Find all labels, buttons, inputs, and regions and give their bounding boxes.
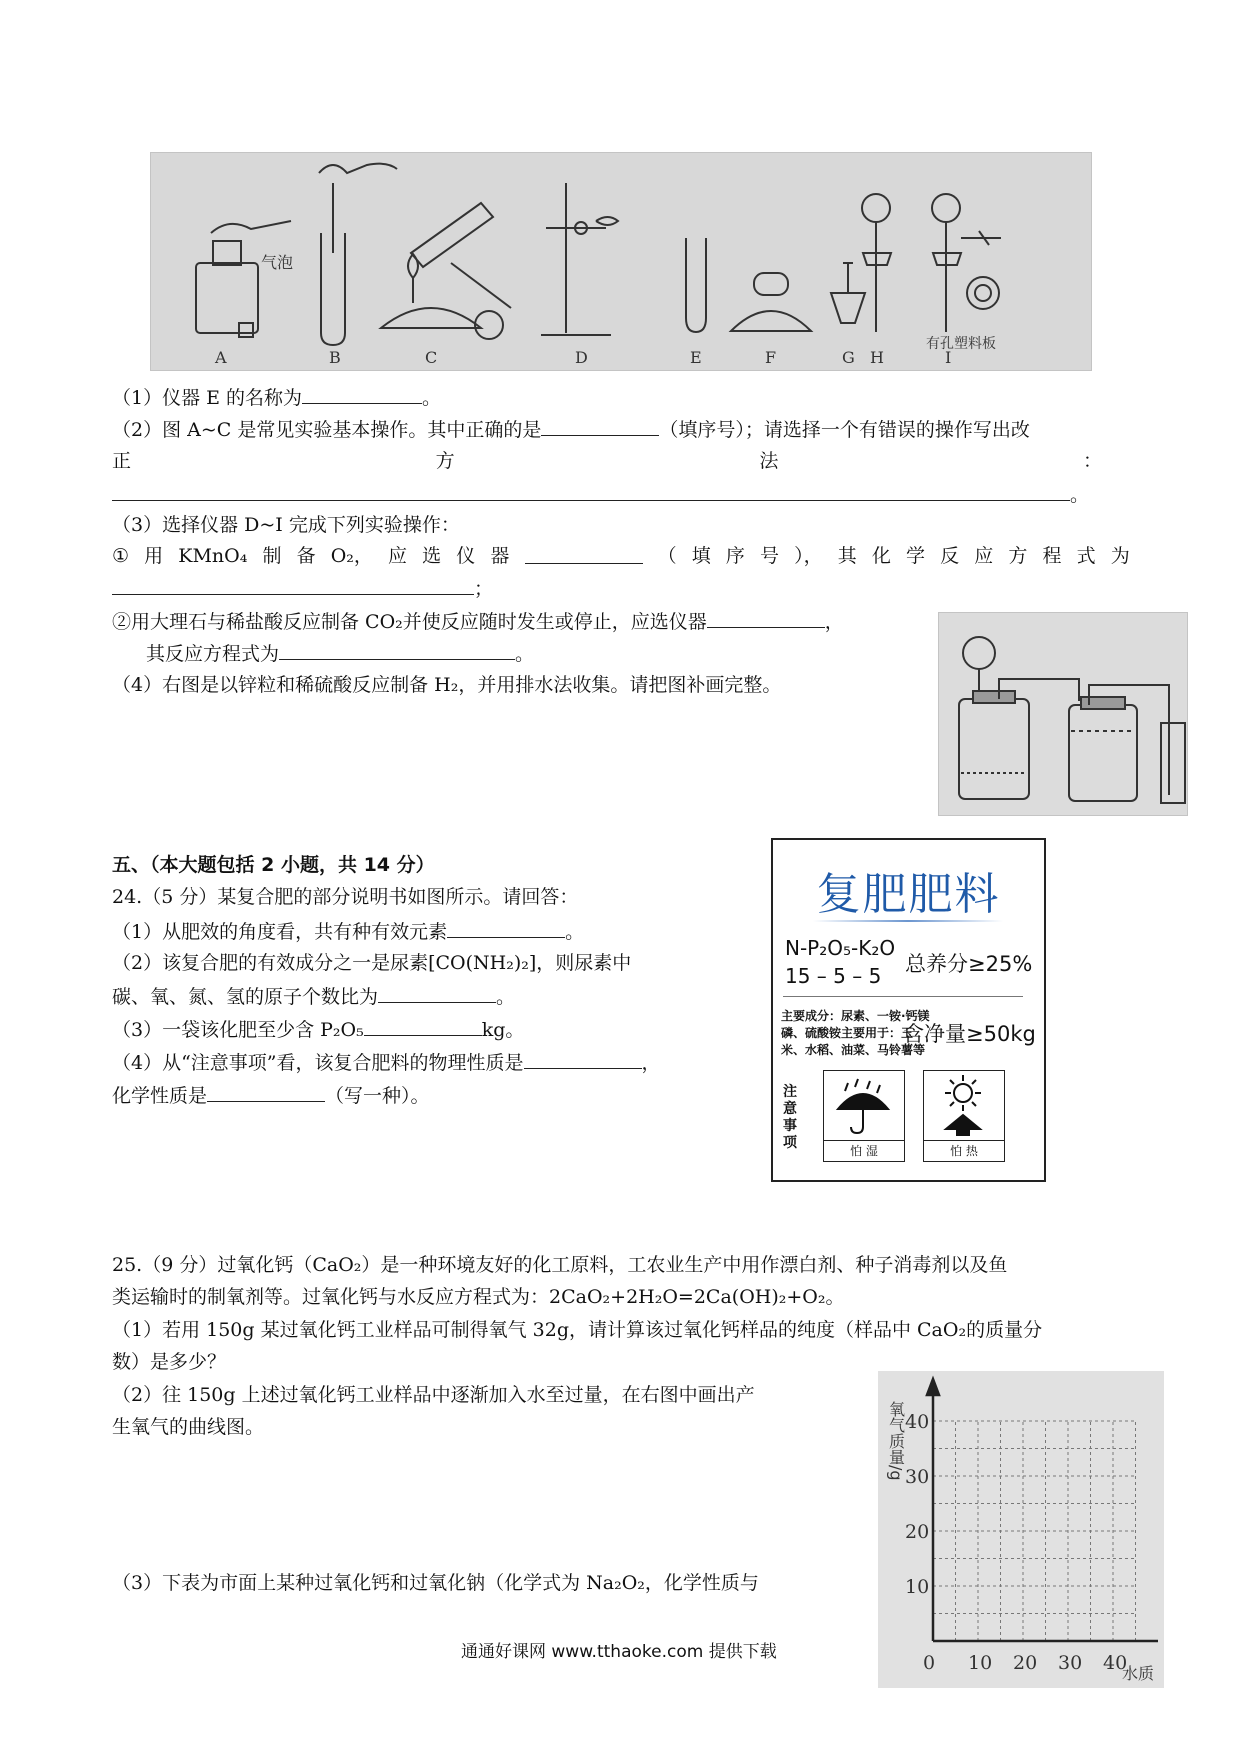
q23-3-1-char: 用 [144, 545, 164, 567]
q23-4 [112, 670, 781, 700]
answer-blank[interactable] [707, 605, 825, 628]
answer-blank[interactable] [525, 541, 643, 564]
q23-2-text: （2）图 A~C 是常见实验基本操作。其中正确的是 [112, 419, 542, 441]
answer-blank[interactable] [447, 915, 565, 938]
q23-3-1-char: ① [112, 545, 130, 567]
q23-3 [112, 510, 460, 540]
answer-blank[interactable] [279, 637, 515, 660]
q24-4b-end: （写一种）。 [325, 1085, 430, 1107]
q23-3-1-char: 程 [1042, 545, 1062, 567]
q23-3-1-char: O₂， [330, 545, 373, 567]
q24-2b [112, 980, 515, 1012]
fertilizer-label-card [771, 838, 1046, 1182]
q24-3 [112, 1013, 524, 1045]
q23-3-text: （3）选择仪器 D~I 完成下列实验操作： [112, 514, 460, 536]
title-underline [813, 920, 1003, 922]
q23-3-1-char: （ [657, 545, 677, 567]
card-title: 复肥肥料 [816, 869, 1001, 920]
footer-credit: 通通好课网 www.tthaoke.com 提供下载 [461, 1642, 777, 1662]
nutrient-ratio: 15 – 5 – 5 [785, 964, 882, 988]
q23-3-1-char: 填 [691, 545, 711, 567]
q25-1a: （1）若用 150g 某过氧化钙工业样品可制得氧气 32g，请计算该过氧化钙样品的纯度（样品中 CaO₂的质量分 [112, 1319, 1043, 1341]
q23-3-1-char: ）， [794, 545, 823, 567]
q23-3-1-char: 学 [906, 545, 926, 567]
q23-3-1-char: 化 [871, 545, 891, 567]
q24-4a [112, 1046, 661, 1078]
q23-3-2-text: ②用大理石与稀盐酸反应制备 CO₂并使反应随时发生或停止，应选仪器 [112, 611, 707, 633]
q24-intro: 24.（5 分）某复合肥的部分说明书如图所示。请回答： [112, 886, 579, 908]
q23-3-1-char: 选 [422, 545, 442, 567]
q23-2 [112, 413, 1030, 445]
q24-4b [112, 1079, 430, 1111]
q24-4a-text: （4）从“注意事项”看，该复合肥料的物理性质是 [112, 1052, 524, 1074]
keep-dry-caption: 怕 湿 [824, 1140, 904, 1161]
y-tick-label: 30 [905, 1466, 930, 1488]
apparatus-label-c: C [425, 348, 438, 367]
answer-blank[interactable] [524, 1046, 642, 1069]
section-heading: 五、（本大题包括 2 小题，共 14 分） [112, 854, 435, 876]
y-tick-label: 40 [905, 1411, 930, 1433]
y-tick-label: 20 [905, 1521, 930, 1543]
q23-2-char: 方 [435, 450, 455, 472]
apparatus-label-h: H [870, 348, 884, 367]
q23-3-1-char: 备 [296, 545, 316, 567]
q23-3-1-char: KMnO₄ [178, 545, 248, 567]
bubble-label: 气泡 [261, 253, 294, 272]
answer-blank[interactable] [112, 478, 1070, 501]
apparatus-label-i: I [945, 348, 952, 367]
answer-blank[interactable] [541, 413, 659, 436]
q23-3-1-char: 器 [490, 545, 510, 567]
q23-3-1-char: 号 [760, 545, 780, 567]
q23-2-char: 法 [759, 450, 779, 472]
q23-3-2b [146, 637, 534, 669]
q23-3-1-end: ； [474, 578, 494, 600]
q23-2-char: ： [1082, 450, 1102, 472]
q23-2-answer-line [112, 478, 1089, 510]
q24-1-text: （1）从肥效的角度看，共有种有效元素 [112, 921, 448, 943]
q23-3-1-answer-line [112, 572, 493, 604]
q23-4-text: （4）右图是以锌粒和稀硫酸反应制备 H₂，并用排水法收集。请把图补画完整。 [112, 674, 782, 696]
apparatus-label-a: A [215, 348, 227, 367]
q25-2a: （2）往 150g 上述过氧化钙工业样品中逐渐加入水至过量，在右图中画出产 [112, 1384, 755, 1406]
q25-intro-2: 类运输时的制氧剂等。过氧化钙与水反应方程式为：2CaO₂+2H₂O=2Ca(OH)₂+O₂。 [112, 1286, 845, 1308]
q23-3-1-char: 应 [974, 545, 994, 567]
card-divider [783, 996, 1023, 997]
y-axis-label: 氧气质量/g [886, 1401, 906, 1481]
q23-3-1-char: 方 [1008, 545, 1028, 567]
q24-3-end: kg。 [481, 1019, 525, 1041]
q24-1 [112, 915, 584, 947]
x-tick-label: 0 [923, 1652, 936, 1674]
answer-blank[interactable] [112, 572, 474, 595]
q23-3-2b-end: 。 [515, 643, 535, 665]
q23-2-end: 。 [1070, 484, 1090, 506]
q23-3-2-end: ， [824, 611, 844, 633]
hydrogen-apparatus-figure [938, 612, 1188, 816]
apparatus-label-b: B [329, 348, 341, 367]
q23-3-2 [112, 605, 844, 637]
q23-3-1-char: 为 [1110, 545, 1130, 567]
answer-blank[interactable] [364, 1013, 482, 1036]
q24-2b-end: 。 [496, 986, 516, 1008]
apparatus-figure [150, 152, 1092, 371]
apparatus-label-f: F [765, 348, 777, 367]
x-tick-label: 10 [968, 1652, 993, 1674]
q24-4b-text: 化学性质是 [112, 1085, 208, 1107]
x-tick-label: 20 [1013, 1652, 1038, 1674]
oxygen-mass-graph [878, 1371, 1164, 1688]
sun-heat-icon [924, 1071, 1002, 1139]
total-nutrient: 总养分≥25% [905, 952, 1033, 976]
q23-3-1-char: 应 [388, 545, 408, 567]
q23-1-end: 。 [422, 387, 442, 409]
y-tick-label: 10 [905, 1576, 930, 1598]
apparatus-label-e: E [690, 348, 702, 367]
q23-2-mid: （填序号）；请选择一个有错误的操作写出改 [659, 419, 1030, 441]
answer-blank[interactable] [207, 1079, 325, 1102]
x-tick-label: 30 [1058, 1652, 1083, 1674]
q24-3-text: （3）一袋该化肥至少含 P₂O₅ [112, 1019, 364, 1041]
q24-4a-end: ， [641, 1052, 661, 1074]
q25-3: （3）下表为市面上某种过氧化钙和过氧化钠（化学式为 Na₂O₂，化学性质与 [112, 1572, 759, 1594]
q23-1-text: （1）仪器 E 的名称为 [112, 387, 303, 409]
umbrella-icon [824, 1071, 902, 1139]
x-axis-label: 水质 [1122, 1664, 1155, 1683]
q23-2-continued [112, 446, 1102, 476]
q23-3-1-char: 仪 [456, 545, 476, 567]
keep-dry-pictogram [823, 1070, 905, 1162]
apparatus-label-g: G [842, 348, 855, 367]
q24-1-end: 。 [565, 921, 585, 943]
apparatus-label-d: D [575, 348, 588, 367]
q23-3-1 [112, 541, 1130, 571]
q23-3-2b-text: 其反应方程式为 [146, 643, 280, 665]
nutrient-formula: N-P₂O₅-K₂O [785, 936, 896, 960]
x-tick-label: 40 [1103, 1652, 1128, 1674]
keep-cool-caption: 怕 热 [924, 1140, 1004, 1161]
q24-2a: （2）该复合肥的有效成分之一是尿素[CO(NH₂)₂]，则尿素中 [112, 952, 632, 974]
caution-label: 注意事项 [783, 1084, 797, 1151]
q25-1b: 数）是多少？ [112, 1351, 227, 1373]
q23-2-char: 正 [112, 450, 132, 472]
q24-2b-text: 碳、氧、氮、氢的原子个数比为 [112, 986, 379, 1008]
answer-blank[interactable] [302, 381, 422, 404]
q23-3-1-char: 序 [725, 545, 745, 567]
q23-3-1-char: 制 [262, 545, 282, 567]
q25-intro-1: 25.（9 分）过氧化钙（CaO₂）是一种环境友好的化工原料，工农业生产中用作漂白剂、种子消毒剂以及鱼 [112, 1254, 1008, 1276]
plate-label: 有孔塑料板 [926, 336, 996, 352]
q23-3-1-char: 其 [837, 545, 857, 567]
q23-3-1-char: 式 [1076, 545, 1096, 567]
q23-1 [112, 381, 441, 413]
q23-3-1-char: 反 [940, 545, 960, 567]
answer-blank[interactable] [378, 980, 496, 1003]
q25-2b: 生氧气的曲线图。 [112, 1416, 265, 1438]
net-weight: 含净量≥50kg [903, 1022, 1036, 1046]
ingredients-text: 主要成分：尿素、一铵·钙镁磷、硫酸铵主要用于：玉米、水稻、油菜、马铃薯等 [781, 1009, 930, 1057]
keep-cool-pictogram [923, 1070, 1005, 1162]
